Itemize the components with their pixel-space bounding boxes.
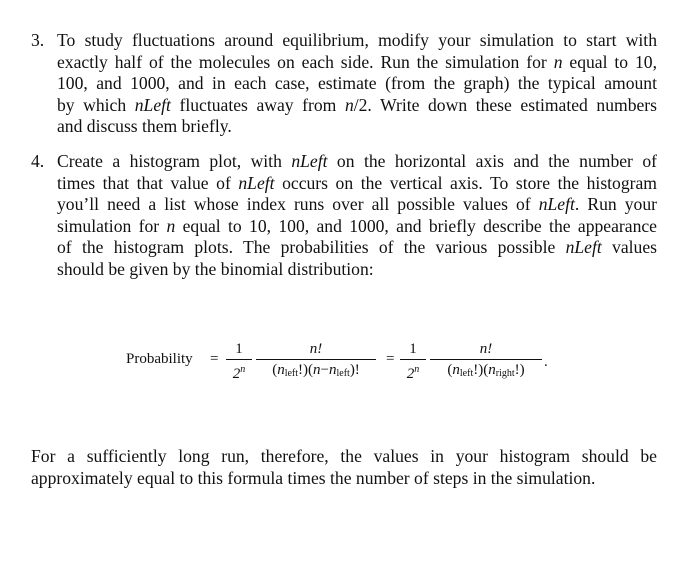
item-number-3: 3. <box>31 30 45 50</box>
binomial-equation <box>126 340 546 386</box>
fraction-one-over-2n-b <box>400 340 426 382</box>
closing-line-1: For a sufficiently long run, therefore, the values in your histogram should be <box>31 446 657 466</box>
frac4-numerator: n! <box>479 341 493 357</box>
item-3-line-5: and discuss them briefly. <box>57 116 232 137</box>
frac1-numerator: 1 <box>235 341 243 357</box>
equals-sign-1: = <box>210 351 219 367</box>
frac1-denominator: 2$^n$ <box>232 364 246 382</box>
fraction-factorial-a <box>256 340 376 379</box>
equation-period: . <box>544 354 548 370</box>
frac2-numerator: n! <box>309 341 323 357</box>
item-4-line-3: you’ll need a list whose index runs over all possible values of nLeft. Run your <box>57 194 657 215</box>
closing-line-2: approximately equal to this formula times the number of steps in the simulation. <box>31 467 596 488</box>
frac3-denominator: 2$^n$ <box>406 364 420 382</box>
item-4-line-1: Create a histogram plot, with nLeft on the horizontal axis and the number of <box>57 151 658 171</box>
item-3-line-1: To study fluctuations around equilibrium, modify your simulation to start with <box>57 30 657 50</box>
equation-label: Probability <box>126 351 193 367</box>
item-4-text <box>57 151 657 281</box>
item-3-line-2: exactly half of the molecules on each side. Run the simulation for n equal to 10, <box>57 51 657 72</box>
item-4-line-4: simulation for n equal to 10, 100, and 1000, and briefly describe the appearance <box>57 215 657 236</box>
item-number-4: 4. <box>31 151 45 171</box>
item-4-line-5: of the histogram plots. The probabilities of the various possible nLeft values <box>57 237 657 258</box>
item-3-line-4: by which nLeft fluctuates away from n/2. Write down these estimated numbers <box>57 94 658 115</box>
item-3-line-3: 100, and 1000, and in each case, estimate (from the graph) the typical amount <box>57 73 657 94</box>
item-4-line-6: should be given by the binomial distribution: <box>57 258 374 279</box>
item-3-text <box>57 30 657 138</box>
closing-paragraph <box>31 446 657 489</box>
fraction-factorial-b <box>430 340 542 379</box>
frac2-denominator: $(n_{left}!)(n-n_{left})$! <box>272 362 360 379</box>
frac3-numerator: 1 <box>409 341 417 357</box>
item-4-line-2: times that that value of nLeft occurs on the vertical axis. To store the histogram <box>57 172 657 193</box>
equals-sign-2: = <box>386 351 395 367</box>
frac4-denominator: $(n_{left}!)(n_{right}!)$ <box>447 362 525 379</box>
fraction-one-over-2n-a <box>226 340 252 382</box>
